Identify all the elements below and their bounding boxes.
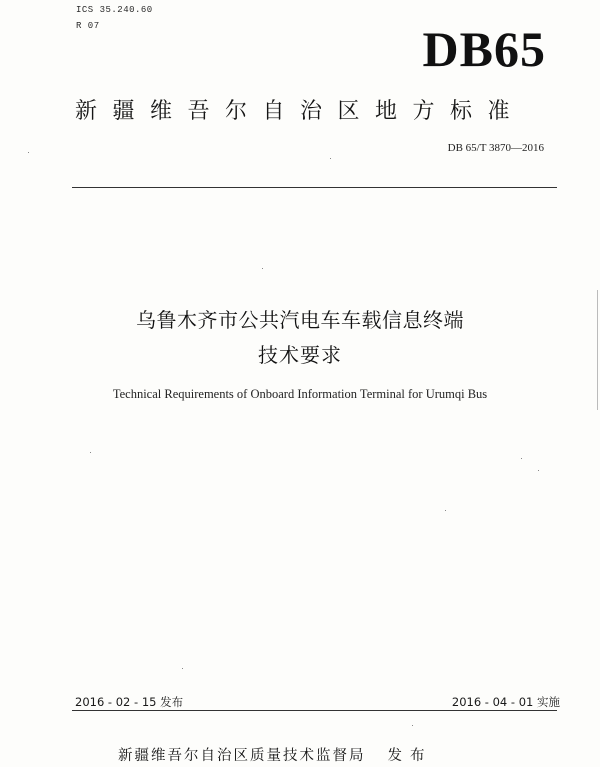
title-zh-line1: 乌鲁木齐市公共汽电车车载信息终端 (136, 308, 464, 332)
ics-code: ICS 35.240.60 (76, 5, 153, 15)
scan-margin-line (597, 290, 598, 410)
standard-number: DB 65/T 3870—2016 (447, 142, 544, 154)
header-divider (72, 187, 557, 188)
scan-speck (521, 458, 522, 459)
issuer-line (118, 744, 433, 765)
ccs-code: R 07 (76, 21, 100, 31)
scan-speck (330, 158, 331, 159)
scan-speck (538, 470, 539, 471)
scan-speck (90, 452, 91, 453)
implement-date: 2016 - 04 - 01 实施 (451, 695, 560, 709)
issuer-name: 新疆维吾尔自治区质量技术监督局 (118, 748, 366, 764)
standard-type-heading: 新疆维吾尔自治区地方标准 (75, 99, 526, 124)
scan-speck (28, 152, 29, 153)
standard-logo: DB65 (422, 21, 546, 77)
scan-speck (182, 668, 183, 669)
scan-speck (262, 268, 263, 269)
title-en: Technical Requirements of Onboard Information Terminal for Urumqi Bus (112, 387, 488, 401)
footer-divider (72, 710, 557, 711)
issuer-action: 发布 (387, 748, 433, 764)
scan-speck (445, 510, 446, 511)
scan-speck (412, 725, 413, 726)
issue-date: 2016 - 02 - 15 发布 (75, 695, 184, 709)
title-zh-line2: 技术要求 (258, 343, 342, 367)
